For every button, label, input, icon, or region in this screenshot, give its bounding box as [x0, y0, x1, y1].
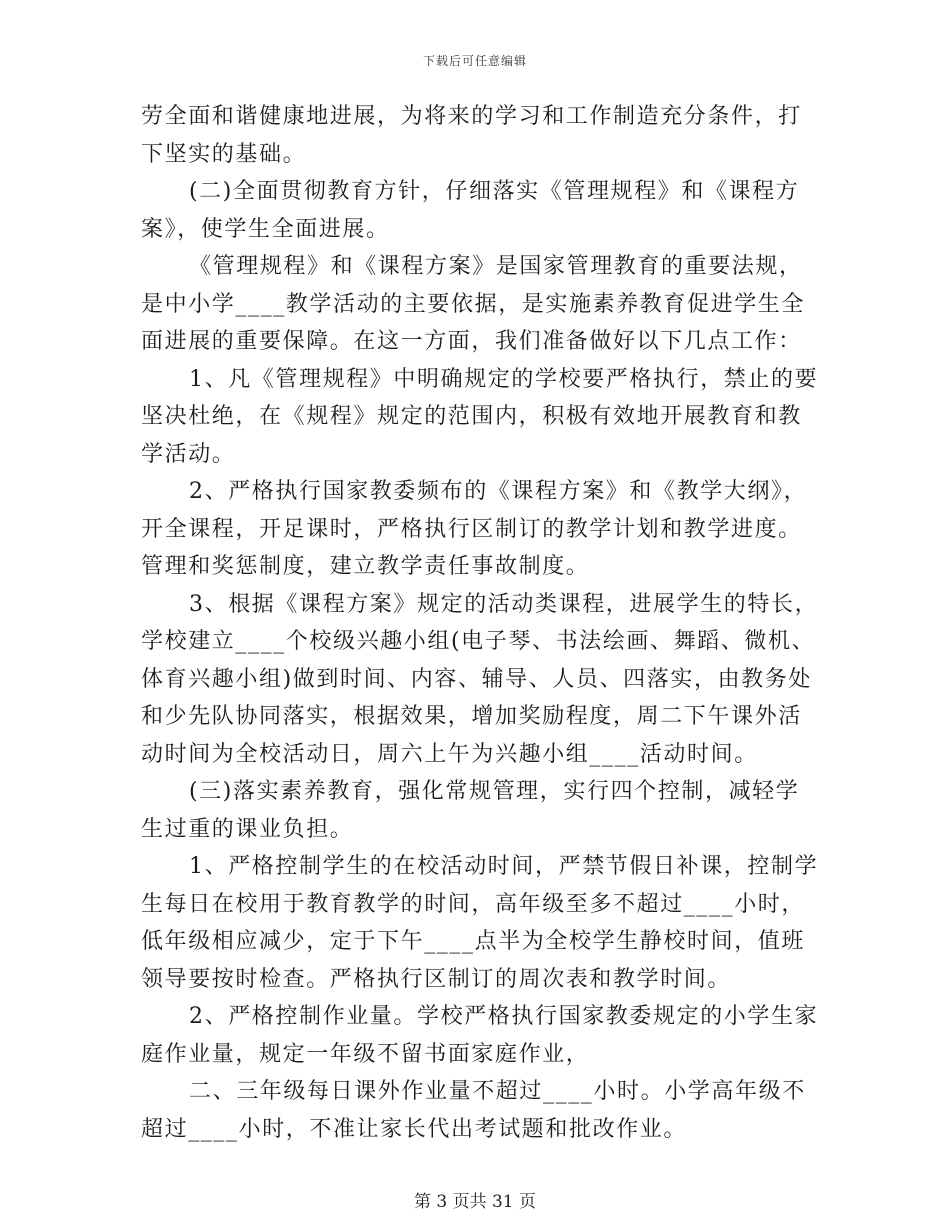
- list-item-2: 2、严格执行国家教委频布的《课程方案》和《教学大纲》，开全课程，开足课时，严格执行区制订的教学计划和教学进度。管理和奖惩制度，建立教学责任事故制度。: [141, 479, 808, 579]
- section-heading-2: (二)全面贯彻教育方针，仔细落实《管理规程》和《课程方案》，使学生全面进展。: [141, 179, 800, 242]
- list-item-time-control: 1、严格控制学生的在校活动时间，严禁节假日补课，控制学生每日在校用于教育教学的时间，高年级至多不超过____小时，低年级相应减少，定于下午____点半为全校学生静校时间，值班领导要按时检查。严格执行区制订的周次表和教学时间。: [141, 854, 819, 992]
- list-item-3: 3、根据《课程方案》规定的活动类课程，进展学生的特长，学校建立____个校级兴趣小组(电子琴、书法绘画、舞蹈、微机、体育兴趣小组)做到时间、内容、辅导、人员、四落实，由教务处和少先队协同落实，根据效果，增加奖励程度，周二下午课外活动时间为全校活动日，周六上午为兴趣小组____活动时间。: [141, 591, 819, 767]
- document-body: [141, 98, 821, 1148]
- paragraph-regulations: 《管理规程》和《课程方案》是国家管理教育的重要法规，是中小学____教学活动的主要依据，是实施素养教育促进学生全面进展的重要保障。在这一方面，我们准备做好以下几点工作：: [141, 254, 806, 354]
- list-item-1: 1、凡《管理规程》中明确规定的学校要严格执行，禁止的要坚决杜绝，在《规程》规定的范围内，积极有效地开展教育和教学活动。: [141, 366, 819, 467]
- page-number-footer: 第 3 页共 31 页: [413, 1192, 537, 1212]
- list-item-homework-control: 2、严格控制作业量。学校严格执行国家教委规定的小学生家庭作业量，规定一年级不留书面家庭作业，: [141, 1004, 819, 1067]
- paragraph-homework-limits: 二、三年级每日课外作业量不超过____小时。小学高年级不超过____小时，不准让家长代出考试题和批改作业。: [141, 1079, 806, 1142]
- paragraph-continuation: 劳全面和谐健康地进展，为将来的学习和工作制造充分条件，打下坚实的基础。: [141, 104, 802, 167]
- section-heading-3: (三)落实素养教育，强化常规管理，实行四个控制，减轻学生过重的课业负担。: [141, 779, 800, 842]
- page-header: 下载后可任意编辑: [422, 54, 527, 68]
